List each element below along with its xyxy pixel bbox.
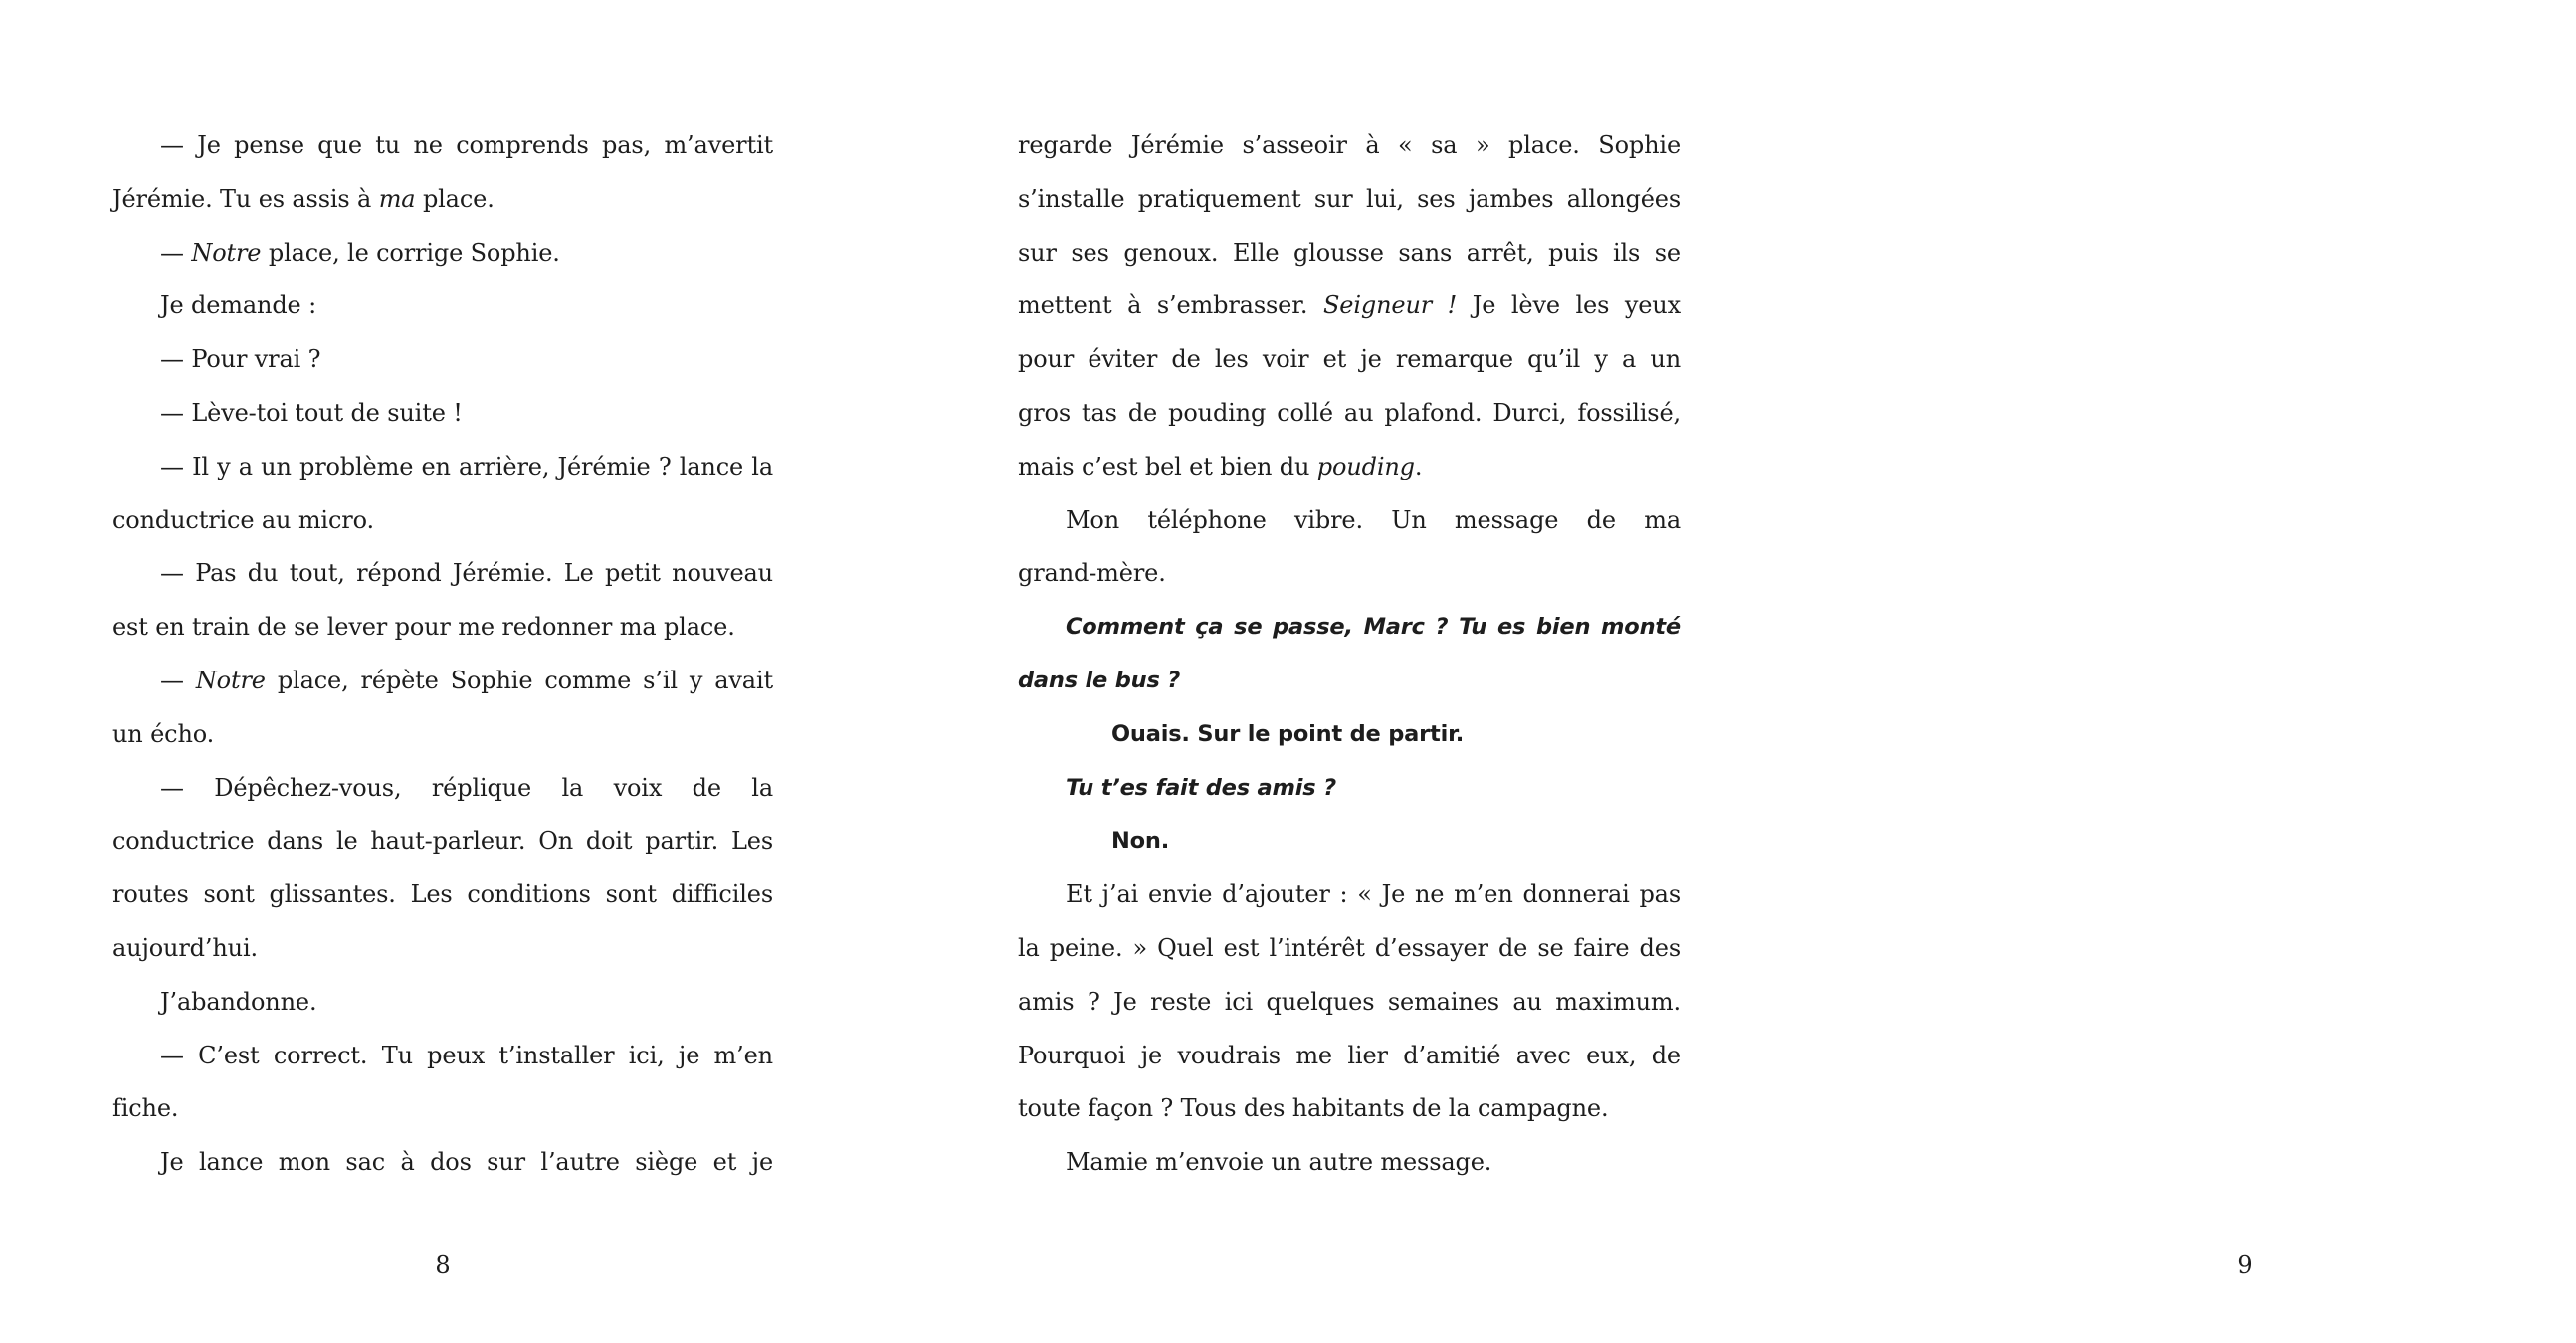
text-line — [112, 762, 773, 816]
text-segment: grand-mère. — [1018, 559, 1166, 588]
text-line — [1018, 922, 1681, 976]
text-segment: Je lève les yeux — [1457, 291, 1681, 320]
text-segment: — Dépêchez-vous, réplique la voix de la — [160, 773, 773, 802]
text-line — [112, 601, 773, 655]
text-segment: mettent à s’embrasser. — [1018, 291, 1323, 320]
text-segment: . — [1414, 452, 1423, 480]
text-line — [1018, 1030, 1681, 1083]
text-line — [112, 173, 773, 227]
text-segment: sur ses genoux. Elle glousse sans arrêt, puis ils se — [1018, 238, 1681, 267]
text-segment: Jérémie. Tu es assis à — [112, 184, 379, 213]
text-line — [112, 547, 773, 601]
text-segment: mais c’est bel et bien du — [1018, 452, 1317, 480]
text-segment: est en train de se lever pour me redonner ma place. — [112, 613, 735, 642]
text-segment: Pourquoi je voudrais me lier d’amitié avec eux, de — [1018, 1041, 1681, 1069]
text-line — [1018, 762, 1681, 816]
text-segment: un écho. — [112, 719, 215, 748]
text-segment: routes sont glissantes. Les conditions sont difficiles — [112, 880, 773, 909]
text-line — [112, 815, 773, 868]
text-line — [112, 922, 773, 976]
emphasized-text: Seigneur ! — [1323, 291, 1458, 320]
text-line — [112, 387, 773, 441]
text-line — [1018, 494, 1681, 548]
text-line — [112, 494, 773, 548]
page-left — [0, 0, 895, 1343]
text-segment: place. — [415, 184, 495, 213]
text-segment: conductrice au micro. — [112, 505, 374, 534]
text-line — [1018, 815, 1681, 868]
text-segment: dans le bus ? — [1018, 667, 1181, 693]
text-segment: — Lève-toi tout de suite ! — [160, 398, 463, 427]
text-segment: Mon téléphone vibre. Un message de ma — [1066, 505, 1681, 534]
emphasized-text: ma — [378, 184, 416, 213]
text-line — [112, 1082, 773, 1136]
text-segment: pour éviter de les voir et je remarque qu’il y a un — [1018, 345, 1681, 374]
text-segment: Tu t’es fait des amis ? — [1066, 774, 1336, 801]
text-segment: — — [160, 238, 192, 267]
text-line — [1018, 708, 1681, 762]
text-line — [112, 1136, 773, 1190]
page-right-text-column — [1018, 119, 1681, 1190]
text-line — [1018, 119, 1681, 173]
text-segment: s’installe pratiquement sur lui, ses jambes allongées — [1018, 184, 1681, 213]
text-line — [112, 655, 773, 708]
text-line — [112, 119, 773, 173]
text-segment: — Pour vrai ? — [160, 345, 321, 374]
text-segment: — Pas du tout, répond Jérémie. Le petit nouveau — [160, 559, 773, 588]
text-segment: la peine. » Quel est l’intérêt d’essayer de se faire des — [1018, 933, 1681, 962]
text-segment: Je lance mon sac à dos sur l’autre siège et je — [160, 1148, 773, 1177]
text-line — [1018, 1136, 1681, 1190]
text-line — [1018, 547, 1681, 601]
text-segment: — Il y a un problème en arrière, Jérémie ? lance la — [160, 452, 773, 480]
text-segment: gros tas de pouding collé au plafond. Durci, fossilisé, — [1018, 398, 1681, 427]
text-segment: place, répète Sophie comme s’il y avait — [265, 666, 773, 694]
text-line — [1018, 1082, 1681, 1136]
text-segment: Mamie m’envoie un autre message. — [1066, 1148, 1492, 1177]
text-line — [112, 1030, 773, 1083]
text-line — [1018, 387, 1681, 441]
text-segment: — — [160, 666, 196, 694]
text-line — [1018, 173, 1681, 227]
text-line — [1018, 280, 1681, 333]
text-segment: fiche. — [112, 1094, 179, 1123]
text-segment: aujourd’hui. — [112, 933, 258, 962]
text-segment: toute façon ? Tous des habitants de la campagne. — [1018, 1094, 1609, 1123]
text-line — [112, 280, 773, 333]
text-segment: amis ? Je reste ici quelques semaines au maximum. — [1018, 987, 1681, 1016]
text-line — [1018, 441, 1681, 494]
text-line — [1018, 333, 1681, 387]
text-segment: conductrice dans le haut-parleur. On doit partir. Les — [112, 827, 773, 856]
text-segment: Comment ça se passe, Marc ? Tu es bien monté — [1066, 614, 1681, 641]
text-line — [112, 333, 773, 387]
text-segment: — Je pense que tu ne comprends pas, m’avertit — [160, 131, 773, 159]
text-segment: place, le corrige Sophie. — [261, 238, 560, 267]
emphasized-text: Notre — [195, 666, 266, 694]
page-number-left: 8 — [435, 1251, 451, 1279]
text-line — [1018, 868, 1681, 922]
emphasized-text: Notre — [191, 238, 262, 267]
text-segment: Non. — [1111, 828, 1170, 855]
page-number-right: 9 — [2237, 1251, 2253, 1279]
text-segment: Et j’ai envie d’ajouter : « Je ne m’en donnerai pas — [1066, 880, 1681, 909]
text-segment: J’abandonne. — [160, 987, 317, 1016]
text-line — [112, 868, 773, 922]
text-segment: regarde Jérémie s’asseoir à « sa » place. Sophie — [1018, 131, 1681, 159]
text-line — [1018, 227, 1681, 281]
text-line — [112, 708, 773, 762]
text-line — [112, 441, 773, 494]
page-left-text-column — [112, 119, 773, 1190]
text-segment: — C’est correct. Tu peux t’installer ici, je m’en — [160, 1041, 773, 1069]
text-segment: Ouais. Sur le point de partir. — [1111, 720, 1465, 747]
text-line — [1018, 601, 1681, 655]
text-line — [1018, 655, 1681, 708]
text-line — [112, 976, 773, 1030]
emphasized-text: pouding — [1316, 452, 1415, 480]
text-segment: Je demande : — [160, 291, 317, 320]
text-line — [1018, 976, 1681, 1030]
text-line — [112, 227, 773, 281]
page-right — [895, 0, 2253, 1343]
